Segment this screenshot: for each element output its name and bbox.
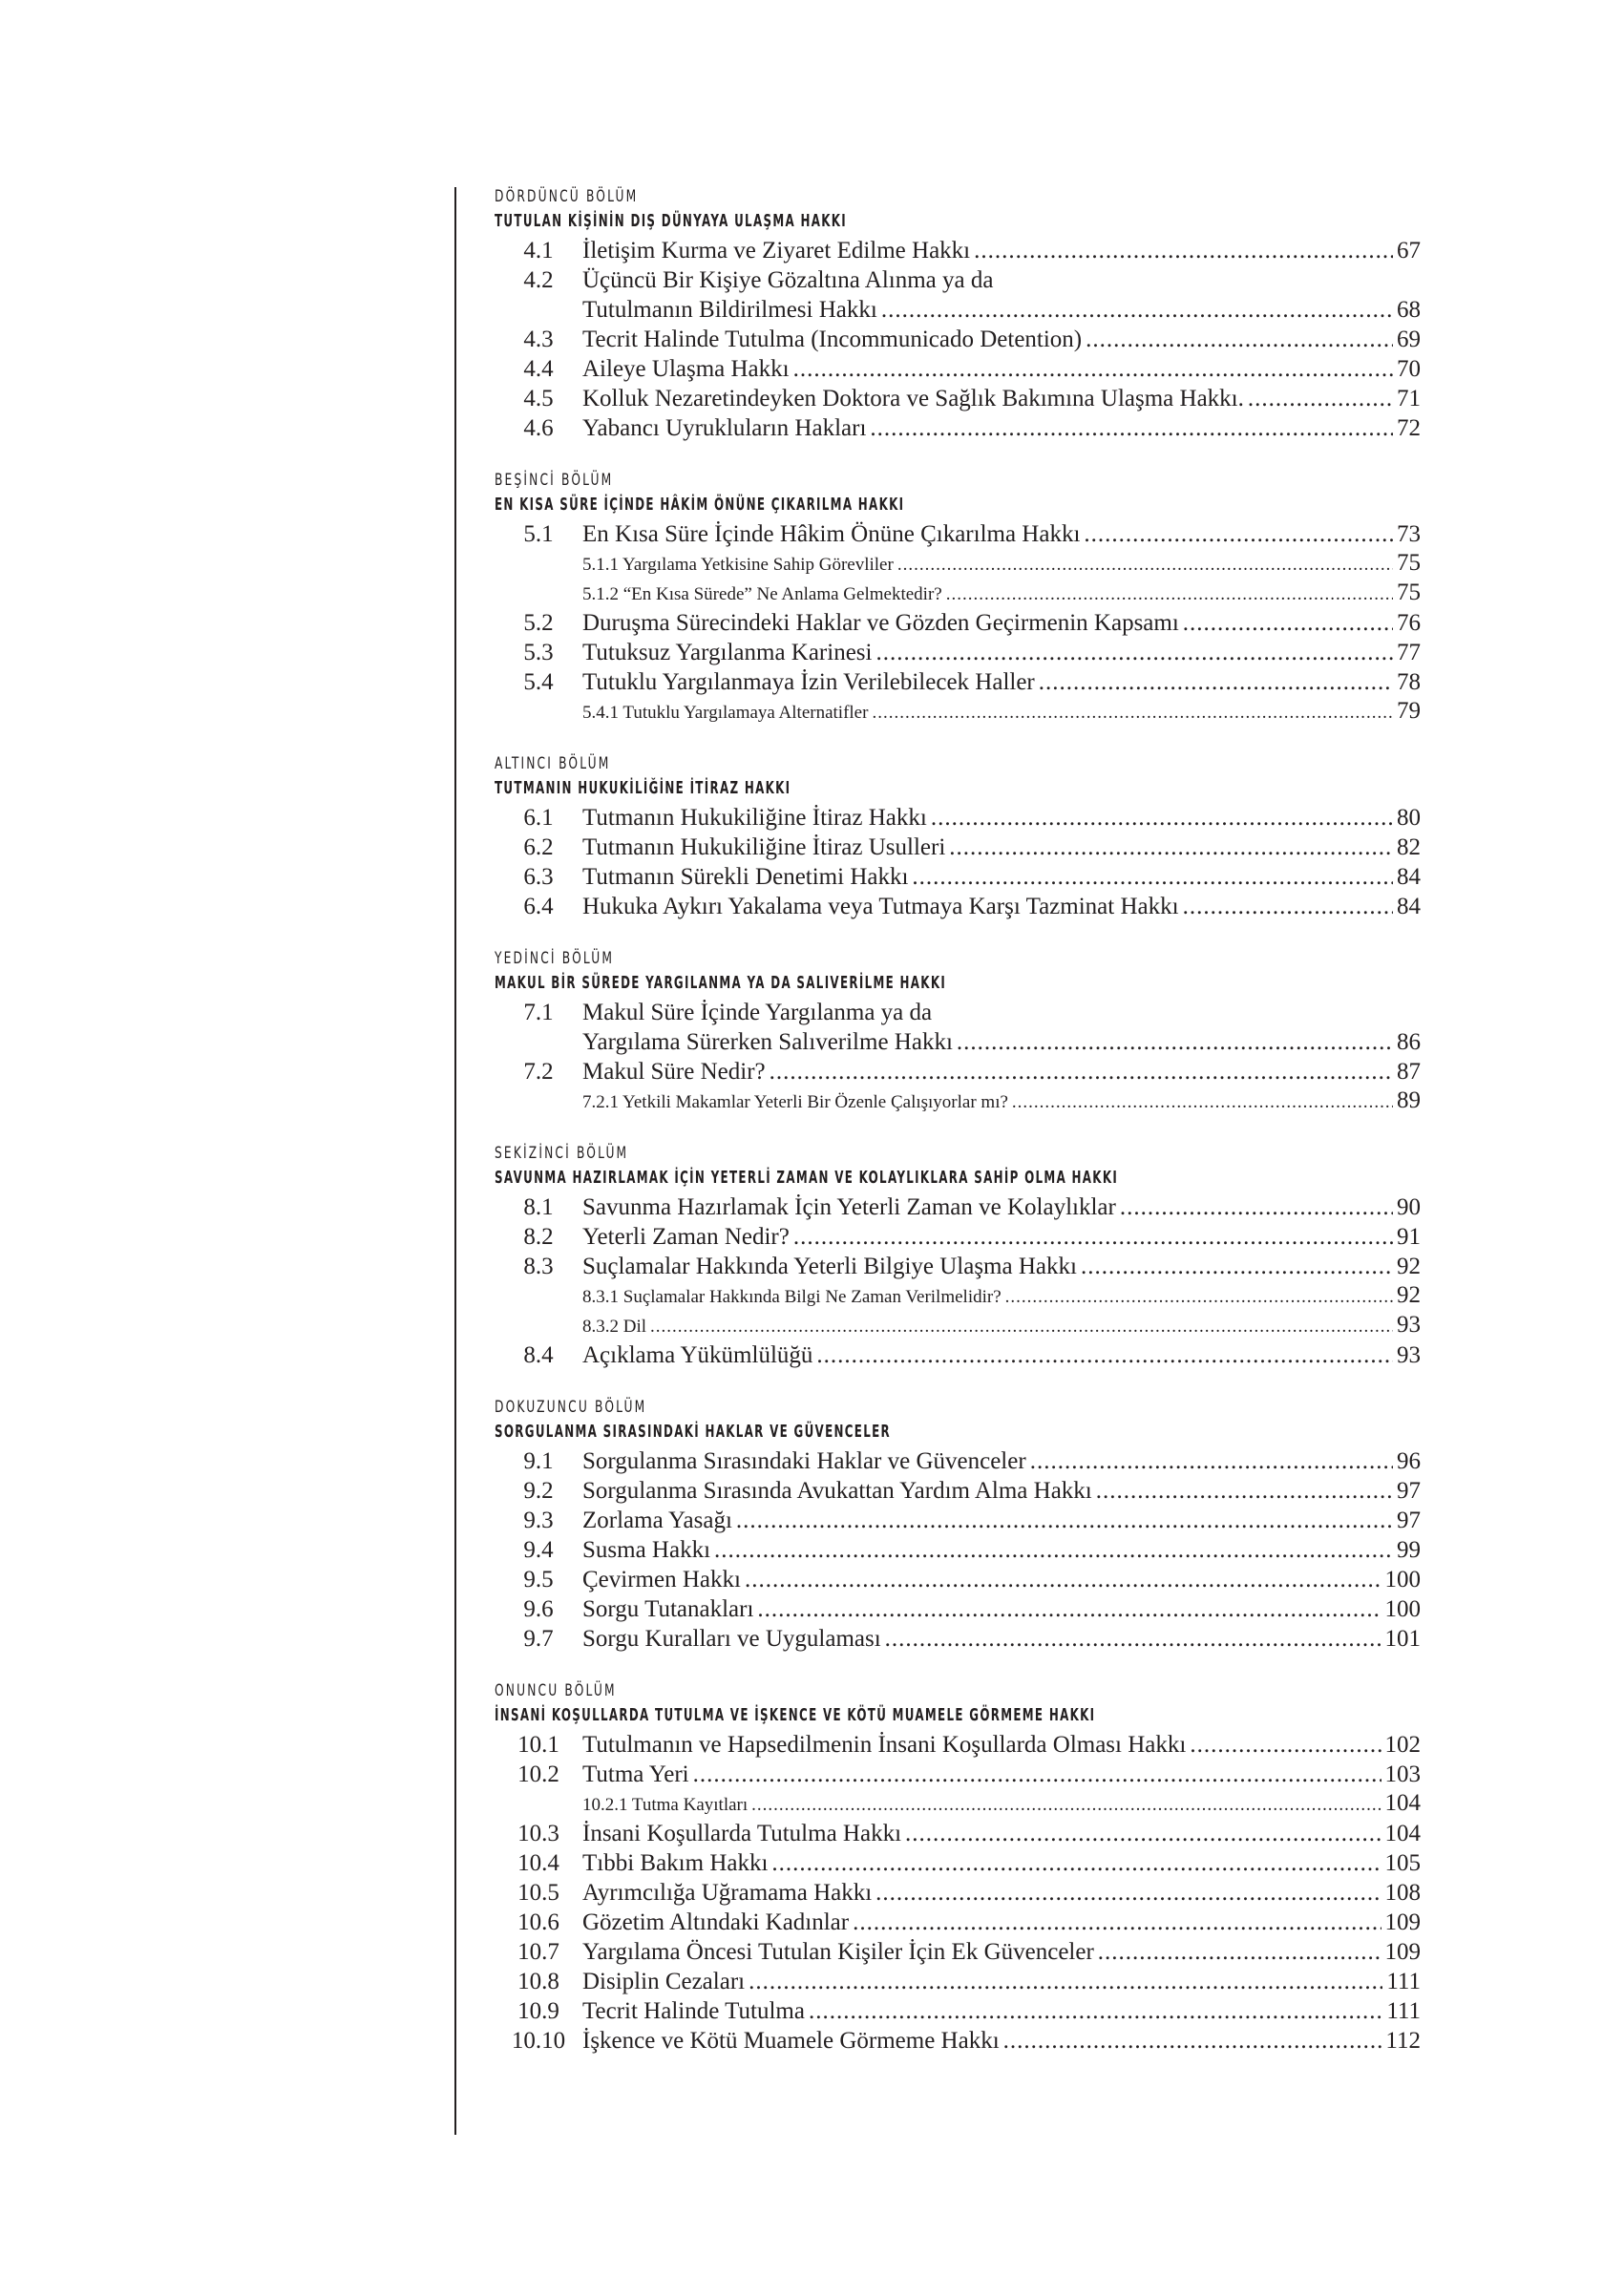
- toc-entry-text: Yargılama Yetkisine Sahip Görevliler: [622, 555, 894, 575]
- dot-leader: [793, 1222, 1393, 1252]
- section-number: 10.7: [517, 1939, 559, 1965]
- section-number: 8.2: [523, 1224, 554, 1250]
- dot-leader: [905, 1819, 1381, 1848]
- toc-entry: [495, 1996, 1421, 2026]
- section-number: 8.1: [523, 1194, 554, 1220]
- toc-entry: [495, 1446, 1421, 1476]
- chapter-title: EN KISA SÜRE İÇİNDE HÂKİM ÖNÜNE ÇIKARILMA HAKKI: [495, 495, 905, 515]
- chapter-section: [495, 184, 1421, 443]
- toc-entry: [495, 1878, 1421, 1908]
- toc-entry: [495, 519, 1421, 549]
- page-number: 67: [1397, 238, 1421, 264]
- toc-entry: [495, 998, 1421, 1027]
- page-number: 76: [1397, 610, 1421, 636]
- dot-leader: [1081, 1252, 1393, 1281]
- toc-entry: [495, 384, 1421, 413]
- page-number: 101: [1384, 1626, 1421, 1652]
- dot-leader: [872, 699, 1393, 727]
- page-number: 104: [1384, 1821, 1421, 1846]
- dot-leader: [1005, 1283, 1393, 1311]
- section-number: 8.3: [523, 1254, 554, 1279]
- toc-entry: [495, 1311, 1421, 1340]
- chapter-label: BEŞİNCİ BÖLÜM: [495, 471, 614, 490]
- chapter-section: [495, 468, 1421, 727]
- section-number: 4.5: [523, 386, 554, 411]
- toc-entry: [495, 1624, 1421, 1654]
- toc-entry: [495, 1760, 1421, 1789]
- dot-leader: [770, 1057, 1393, 1086]
- page-number: 69: [1397, 327, 1421, 352]
- section-number: 5.4: [523, 669, 554, 695]
- section-number: 9.4: [523, 1537, 554, 1563]
- page-number: 71: [1397, 386, 1421, 411]
- toc-entry: [495, 1819, 1421, 1848]
- chapter-label: ONUNCU BÖLÜM: [495, 1681, 617, 1700]
- dot-leader: [650, 1313, 1393, 1340]
- dot-leader: [793, 354, 1393, 384]
- page-number: 96: [1397, 1448, 1421, 1474]
- page-number: 73: [1397, 521, 1421, 547]
- toc-entry-text: Tutulmanın Bildirilmesi Hakkı: [582, 297, 877, 323]
- dot-leader: [771, 1848, 1381, 1878]
- dot-leader: [897, 551, 1393, 579]
- page-number: 111: [1386, 1969, 1421, 1994]
- toc-entry-number-text: 5.4.1 Tutuklu Yargılamaya Alternatifler: [582, 703, 869, 723]
- dot-leader: [809, 1996, 1382, 2026]
- toc-entry: [495, 1086, 1421, 1116]
- page-number: 79: [1397, 698, 1421, 724]
- chapter-label: SEKİZİNCİ BÖLÜM: [495, 1144, 629, 1163]
- toc-entry-text: Yabancı Uyrukluların Hakları: [582, 415, 867, 441]
- dot-leader: [957, 1027, 1393, 1057]
- page-number: 97: [1397, 1508, 1421, 1533]
- chapter-title: TUTMANIN HUKUKİLİĞİNE İTİRAZ HAKKI: [495, 778, 791, 798]
- toc-entry: [495, 295, 1421, 325]
- toc-entry: [495, 803, 1421, 833]
- section-number: 4.1: [523, 238, 554, 264]
- toc-entry-text: İnsani Koşullarda Tutulma Hakkı: [582, 1821, 902, 1846]
- page-number: 93: [1397, 1342, 1421, 1368]
- toc-entry: [495, 1908, 1421, 1937]
- dot-leader: [736, 1506, 1393, 1535]
- toc-entry-text: Sorgulanma Sırasında Avukattan Yardım Alma Hakkı: [582, 1478, 1092, 1504]
- dot-leader: [714, 1535, 1393, 1565]
- section-number: 10.10: [511, 2028, 566, 2054]
- page-number: 105: [1384, 1850, 1421, 1876]
- toc-entry: [495, 1281, 1421, 1311]
- section-number: 6.2: [523, 834, 554, 860]
- toc-entry-text: Üçüncü Bir Kişiye Gözaltına Alınma ya da: [582, 267, 994, 293]
- toc-entry: [495, 608, 1421, 638]
- toc-entry-text: “En Kısa Sürede” Ne Anlama Gelmektedir?: [622, 584, 942, 604]
- dot-leader: [1084, 519, 1393, 549]
- section-number: 4.2: [523, 267, 554, 293]
- page-number: 77: [1397, 640, 1421, 665]
- section-number: 6.1: [523, 805, 554, 831]
- toc-entry-text: Tutma Kayıtları: [631, 1795, 749, 1815]
- chapter-title: TUTULAN KİŞİNİN DIŞ DÜNYAYA ULAŞMA HAKKI: [495, 211, 848, 231]
- dot-leader: [870, 413, 1393, 443]
- page-number: 84: [1397, 894, 1421, 919]
- toc-entry: [495, 1027, 1421, 1057]
- dot-leader: [875, 638, 1393, 667]
- section-number: 10.3: [517, 1821, 559, 1846]
- section-number: 4.3: [523, 327, 554, 352]
- toc-entry: [495, 2026, 1421, 2056]
- toc-entry: [495, 1252, 1421, 1281]
- toc-entry: [495, 833, 1421, 862]
- toc-entry-text: Tutmanın Sürekli Denetimi Hakkı: [582, 864, 909, 890]
- toc-entry: [495, 1789, 1421, 1819]
- chapter-label: DOKUZUNCU BÖLÜM: [495, 1398, 647, 1417]
- toc-entry-text: Çevirmen Hakkı: [582, 1567, 741, 1592]
- page-number: 99: [1397, 1537, 1421, 1563]
- toc-entry-text: Suçlamalar Hakkında Yeterli Bilgiye Ulaşma Hakkı: [582, 1254, 1077, 1279]
- chapter-title: İNSANİ KOŞULLARDA TUTULMA VE İŞKENCE VE KÖTÜ MUAMELE GÖRMEME HAKKI: [495, 1705, 1096, 1725]
- dot-leader: [1190, 1730, 1381, 1760]
- toc-entry-text: Yetkili Makamlar Yeterli Bir Özenle Çalışıyorlar mı?: [622, 1092, 1008, 1112]
- page-number: 80: [1397, 805, 1421, 831]
- section-number: 10.1: [517, 1732, 559, 1758]
- toc-entry-text: Sorgu Tutanakları: [582, 1596, 754, 1622]
- page-number: 70: [1397, 356, 1421, 382]
- toc-entry: [495, 1535, 1421, 1565]
- toc-entry: [495, 697, 1421, 727]
- toc-entry: [495, 1730, 1421, 1760]
- toc-entry: [495, 862, 1421, 892]
- section-number: 7.1: [523, 1000, 554, 1025]
- dot-leader: [1003, 2026, 1382, 2056]
- dot-leader: [1120, 1192, 1393, 1222]
- chapter-section: [495, 1395, 1421, 1654]
- toc-entry-text: En Kısa Süre İçinde Hâkim Önüne Çıkarılma Hakkı: [582, 521, 1081, 547]
- toc-entry: [495, 1967, 1421, 1996]
- toc-entry-text: İşkence ve Kötü Muamele Görmeme Hakkı: [582, 2028, 1000, 2054]
- page-number: 75: [1397, 550, 1421, 576]
- page-number: 82: [1397, 834, 1421, 860]
- dot-leader: [749, 1967, 1382, 1996]
- dot-leader: [1030, 1446, 1393, 1476]
- chapter-label: ALTINCI BÖLÜM: [495, 754, 611, 773]
- dot-leader: [974, 236, 1393, 265]
- dot-leader: [757, 1594, 1381, 1624]
- section-number: 10.4: [517, 1850, 559, 1876]
- chapter-title: SAVUNMA HAZIRLAMAK İÇİN YETERLİ ZAMAN VE KOLAYLIKLARA SAHİP OLMA HAKKI: [495, 1168, 1119, 1188]
- page-number: 100: [1384, 1567, 1421, 1592]
- section-number: 4.6: [523, 415, 554, 441]
- dot-leader: [693, 1760, 1381, 1789]
- toc-entry-text: Dil: [622, 1317, 647, 1337]
- toc-entry-text: Tutma Yeri: [582, 1761, 689, 1787]
- chapter-label: YEDİNCİ BÖLÜM: [495, 949, 615, 968]
- toc-entry: [495, 1192, 1421, 1222]
- section-number: 10.9: [517, 1998, 559, 2024]
- page-number: 104: [1384, 1790, 1421, 1816]
- chapter-title: SORGULANMA SIRASINDAKİ HAKLAR VE GÜVENCELER: [495, 1422, 892, 1442]
- toc-entry-text: Tutuklu Yargılanmaya İzin Verilebilecek Haller: [582, 669, 1035, 695]
- toc-entry: [495, 667, 1421, 697]
- toc-entry-text: Aileye Ulaşma Hakkı: [582, 356, 790, 382]
- chapter-title: MAKUL BİR SÜREDE YARGILANMA YA DA SALIVERİLME HAKKI: [495, 973, 947, 993]
- toc-entry-text: Makul Süre Nedir?: [582, 1059, 766, 1085]
- toc-entry-text: Tıbbi Bakım Hakkı: [582, 1850, 769, 1876]
- toc-entry: [495, 265, 1421, 295]
- dot-leader: [816, 1340, 1393, 1370]
- toc-entry: [495, 1222, 1421, 1252]
- section-number: 4.4: [523, 356, 554, 382]
- section-number: 5.3: [523, 640, 554, 665]
- page-number: 109: [1384, 1909, 1421, 1935]
- page-number: 109: [1384, 1939, 1421, 1965]
- page-number: 84: [1397, 864, 1421, 890]
- toc-entry-text: Tecrit Halinde Tutulma: [582, 1998, 805, 2024]
- toc-entry: [495, 1476, 1421, 1506]
- toc-entry-text: Sorgulanma Sırasındaki Haklar ve Güvenceler: [582, 1448, 1026, 1474]
- dot-leader: [949, 833, 1393, 862]
- toc-entry: [495, 892, 1421, 921]
- page-number: 75: [1397, 580, 1421, 605]
- page-number: 103: [1384, 1761, 1421, 1787]
- section-number: 5.2: [523, 610, 554, 636]
- toc-entry-text: Yargılama Sürerken Salıverilme Hakkı: [582, 1029, 953, 1055]
- page-number: 91: [1397, 1224, 1421, 1250]
- toc-entry: [495, 1565, 1421, 1594]
- toc-entry-text: Yeterli Zaman Nedir?: [582, 1224, 790, 1250]
- section-number: 9.2: [523, 1478, 554, 1504]
- section-number: 9.1: [523, 1448, 554, 1474]
- dot-leader: [1039, 667, 1393, 697]
- toc-entry-text: Tutulmanın ve Hapsedilmenin İnsani Koşullarda Olması Hakkı: [582, 1732, 1187, 1758]
- page-number: 78: [1397, 669, 1421, 695]
- toc-entry-text: Kolluk Nezaretindeyken Doktora ve Sağlık Bakımına Ulaşma Hakkı.: [582, 386, 1244, 411]
- page-number: 102: [1384, 1732, 1421, 1758]
- toc-entry-text: İletişim Kurma ve Ziyaret Edilme Hakkı: [582, 238, 971, 264]
- toc-entry: [495, 549, 1421, 579]
- dot-leader: [853, 1908, 1381, 1937]
- toc-entry-text: Tecrit Halinde Tutulma (Incommunicado Detention): [582, 327, 1083, 352]
- page-number: 92: [1397, 1282, 1421, 1308]
- margin-rule: [454, 187, 456, 2135]
- toc-entry-text: Ayrımcılığa Uğramama Hakkı: [582, 1880, 873, 1906]
- toc-entry: [495, 1848, 1421, 1878]
- toc-entry: [495, 1937, 1421, 1967]
- toc-entry-number-text: 10.2.1 Tutma Kayıtları: [582, 1795, 749, 1815]
- section-number: 10.8: [517, 1969, 559, 1994]
- dot-leader: [745, 1565, 1381, 1594]
- section-number: 9.6: [523, 1596, 554, 1622]
- chapter-section: [495, 751, 1421, 921]
- toc-entry: [495, 1594, 1421, 1624]
- toc-entry-number-text: 8.3.2 Dil: [582, 1317, 647, 1337]
- toc-entry-text: Açıklama Yükümlülüğü: [582, 1342, 813, 1368]
- dot-leader: [1098, 1937, 1381, 1967]
- toc-entry-text: Tutmanın Hukukiliğine İtiraz Hakkı: [582, 805, 927, 831]
- page-number: 112: [1385, 2028, 1421, 2054]
- toc-entry: [495, 354, 1421, 384]
- section-number: 9.7: [523, 1626, 554, 1652]
- section-number: 10.2: [517, 1761, 559, 1787]
- toc-entry-text: Zorlama Yasağı: [582, 1508, 732, 1533]
- page-number: 100: [1384, 1596, 1421, 1622]
- page-number: 108: [1384, 1880, 1421, 1906]
- page-number: 86: [1397, 1029, 1421, 1055]
- dot-leader: [912, 862, 1393, 892]
- toc-entry-number-text: 5.1.1 Yargılama Yetkisine Sahip Görevliler: [582, 555, 894, 575]
- toc-entry-number-text: 7.2.1 Yetkili Makamlar Yeterli Bir Özenle Çalışıyorlar mı?: [582, 1092, 1008, 1112]
- page-number: 92: [1397, 1254, 1421, 1279]
- dot-leader: [1183, 608, 1393, 638]
- toc-entry-text: Savunma Hazırlamak İçin Yeterli Zaman ve Kolaylıklar: [582, 1194, 1116, 1220]
- page-number: 72: [1397, 415, 1421, 441]
- dot-leader: [1012, 1088, 1393, 1116]
- toc-entry-text: Tutuklu Yargılamaya Alternatifler: [622, 703, 869, 723]
- section-number: 5.1: [523, 521, 554, 547]
- page-number: 90: [1397, 1194, 1421, 1220]
- dot-leader: [1248, 384, 1393, 413]
- toc-entry-text: Tutmanın Hukukiliğine İtiraz Usulleri: [582, 834, 946, 860]
- dot-leader: [1096, 1476, 1393, 1506]
- toc-entry-text: Duruşma Sürecindeki Haklar ve Gözden Geçirmenin Kapsamı: [582, 610, 1179, 636]
- section-number: 9.5: [523, 1567, 554, 1592]
- toc-entry-text: Hukuka Aykırı Yakalama veya Tutmaya Karşı Tazminat Hakkı: [582, 894, 1179, 919]
- toc-entry-text: Gözetim Altındaki Kadınlar: [582, 1909, 850, 1935]
- toc-entry: [495, 413, 1421, 443]
- toc-entry: [495, 236, 1421, 265]
- dot-leader: [885, 1624, 1381, 1654]
- chapter-section: [495, 1678, 1421, 2056]
- toc-entry-text: Suçlamalar Hakkında Bilgi Ne Zaman Verilmelidir?: [622, 1287, 1002, 1307]
- page-number: 89: [1397, 1087, 1421, 1113]
- page-number: 93: [1397, 1312, 1421, 1338]
- chapter-label: DÖRDÜNCÜ BÖLÜM: [495, 187, 639, 206]
- toc-entry: [495, 1506, 1421, 1535]
- toc-entry: [495, 325, 1421, 354]
- dot-leader: [751, 1791, 1381, 1819]
- dot-leader: [1183, 892, 1393, 921]
- toc-entry-text: Sorgu Kuralları ve Uygulaması: [582, 1626, 881, 1652]
- page-number: 97: [1397, 1478, 1421, 1504]
- dot-leader: [946, 580, 1393, 608]
- toc-entry-text: Yargılama Öncesi Tutulan Kişiler İçin Ek Güvenceler: [582, 1939, 1094, 1965]
- toc-entry: [495, 1057, 1421, 1086]
- toc-entry: [495, 1340, 1421, 1370]
- dot-leader: [881, 295, 1393, 325]
- page-number: 87: [1397, 1059, 1421, 1085]
- section-number: 6.3: [523, 864, 554, 890]
- section-number: 10.6: [517, 1909, 559, 1935]
- toc-entry-text: Disiplin Cezaları: [582, 1969, 746, 1994]
- toc-entry: [495, 579, 1421, 608]
- page-number: 68: [1397, 297, 1421, 323]
- section-number: 10.5: [517, 1880, 559, 1906]
- toc-entry-number-text: 8.3.1 Suçlamalar Hakkında Bilgi Ne Zaman Verilmelidir?: [582, 1287, 1002, 1307]
- toc-entry-text: Makul Süre İçinde Yargılanma ya da: [582, 1000, 933, 1025]
- chapter-section: [495, 1141, 1421, 1370]
- section-number: 7.2: [523, 1059, 554, 1085]
- chapter-section: [495, 946, 1421, 1116]
- page-number: 111: [1386, 1998, 1421, 2024]
- toc-entry-number-text: 5.1.2 “En Kısa Sürede” Ne Anlama Gelmektedir?: [582, 584, 942, 604]
- toc-entry-text: Susma Hakkı: [582, 1537, 711, 1563]
- dot-leader: [1086, 325, 1393, 354]
- dot-leader: [875, 1878, 1381, 1908]
- dot-leader: [931, 803, 1393, 833]
- section-number: 8.4: [523, 1342, 554, 1368]
- section-number: 6.4: [523, 894, 554, 919]
- toc-entry-text: Tutuksuz Yargılanma Karinesi: [582, 640, 873, 665]
- table-of-contents: [495, 184, 1421, 2080]
- section-number: 9.3: [523, 1508, 554, 1533]
- toc-entry: [495, 638, 1421, 667]
